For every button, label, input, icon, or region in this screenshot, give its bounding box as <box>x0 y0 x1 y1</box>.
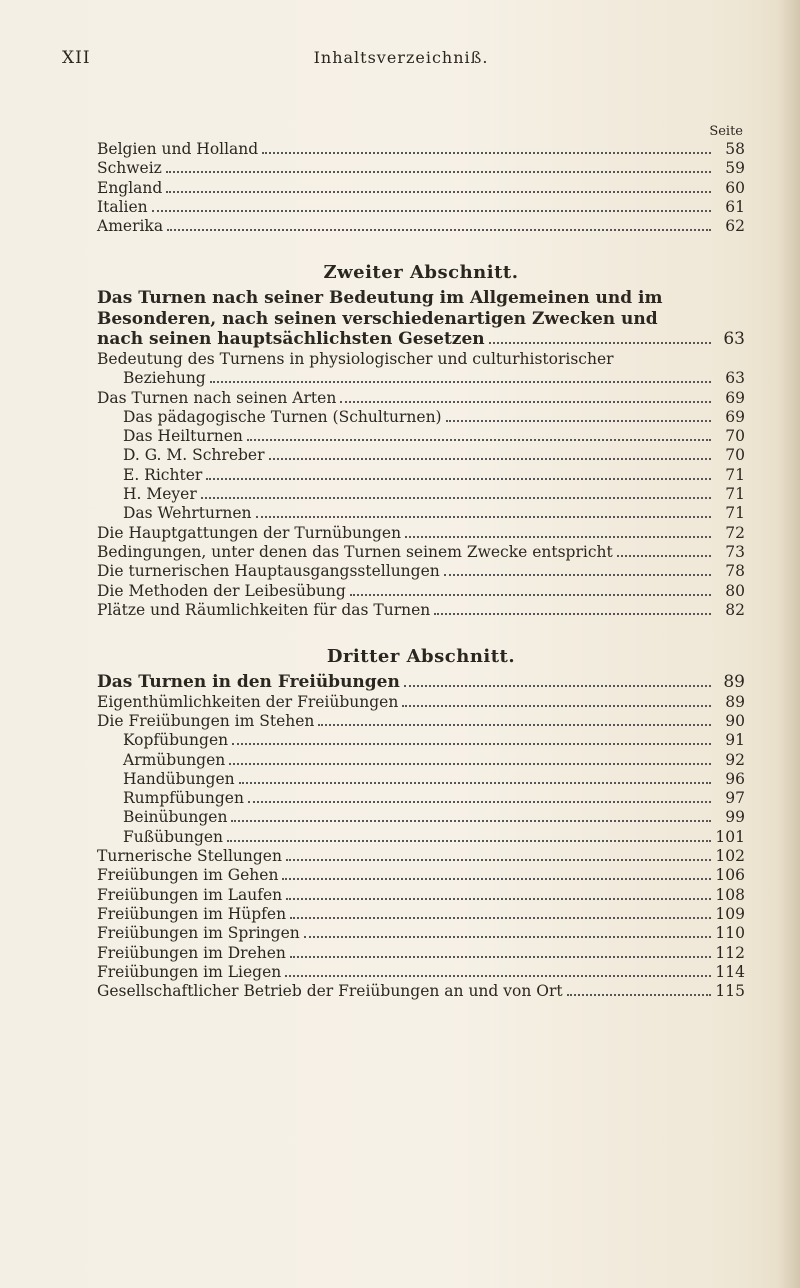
toc-entry-page: 101 <box>715 827 745 846</box>
toc-entry <box>97 982 745 1001</box>
dot-leader <box>201 497 711 499</box>
toc-entry-text: Belgien und Holland <box>97 140 259 158</box>
toc-entry <box>97 751 745 770</box>
toc-entry-page: 60 <box>725 178 745 197</box>
dot-leader <box>166 171 711 173</box>
toc-entry <box>97 828 745 847</box>
dot-leader <box>227 840 711 842</box>
toc-entry-text: Das Heilturnen <box>123 427 243 446</box>
toc-entry-text: Handübungen <box>123 769 235 788</box>
toc-entry-page: 71 <box>725 485 745 504</box>
toc-entry-page: 80 <box>725 581 745 600</box>
toc-entry <box>97 408 745 427</box>
toc-entry-text: Plätze und Räumlichkeiten für das Turnen <box>97 600 431 619</box>
section-heading-2: Zweiter Abschnitt. <box>323 262 519 284</box>
dot-leader <box>269 458 711 460</box>
toc-entry-text: Freiübungen im Hüpfen <box>97 904 287 923</box>
dot-leader <box>404 685 711 687</box>
toc-entry <box>97 905 745 924</box>
toc-entry <box>97 198 745 217</box>
dot-leader <box>256 516 711 518</box>
toc-entry-text: Turnerische Stellungen <box>97 847 282 866</box>
page-folio: XII <box>62 48 91 68</box>
toc-entry-page: 97 <box>725 789 745 808</box>
toc-entry <box>97 712 745 731</box>
toc-entry-page: 90 <box>725 711 745 730</box>
toc-entry-text: Bedeutung des Turnens in physiologischer und culturhistorischer <box>97 349 614 368</box>
toc-entry-text: E. Richter <box>123 465 203 484</box>
toc-entry <box>97 524 745 543</box>
toc-entry-page: 70 <box>725 427 745 446</box>
dot-leader <box>285 975 711 977</box>
dot-leader <box>239 782 711 784</box>
dot-leader <box>282 878 711 880</box>
toc-content <box>97 124 745 1001</box>
toc-group-countries <box>97 140 745 236</box>
toc-entry-page: 110 <box>715 924 745 943</box>
toc-entry-page: 96 <box>725 769 745 788</box>
toc-entry-text: Die Methoden der Leibesübung <box>97 581 346 600</box>
toc-entry <box>97 866 745 885</box>
toc-entry-text: Freiübungen im Gehen <box>97 866 279 885</box>
dot-leader <box>167 229 711 231</box>
running-title: Inhaltsverzeichniß. <box>313 48 489 67</box>
chapter-line: Besonderen, nach seinen verschiedenartigen Zwecken und <box>97 308 658 329</box>
toc-entry <box>97 582 745 601</box>
toc-entry-text: Freiübungen im Laufen <box>97 885 283 904</box>
toc-entry-text: Freiübungen im Drehen <box>97 943 286 962</box>
dot-leader <box>166 191 711 193</box>
dot-leader <box>444 574 711 576</box>
toc-entry-text: Bedingungen, unter denen das Turnen seinem Zwecke entspricht <box>97 542 613 561</box>
toc-entry-page: 109 <box>715 904 745 923</box>
dot-leader <box>229 763 711 765</box>
toc-entry-page: 69 <box>725 388 745 407</box>
chapter-title-3 <box>97 672 745 693</box>
toc-entry-text: Amerika <box>97 217 164 236</box>
toc-entry-text: Fußübungen <box>123 827 224 846</box>
toc-entry <box>97 562 745 581</box>
toc-entry <box>97 924 745 943</box>
dot-leader <box>304 936 711 938</box>
toc-entry-page: 102 <box>715 847 745 866</box>
dot-leader <box>262 152 711 154</box>
dot-leader <box>286 859 711 861</box>
toc-entry <box>97 693 745 712</box>
toc-entry <box>97 847 745 866</box>
toc-entry-page: 72 <box>725 523 745 542</box>
toc-entry-text: D. G. M. Schreber <box>123 446 265 465</box>
dot-leader <box>405 536 711 538</box>
dot-leader <box>617 555 711 557</box>
chapter-line: nach seinen hauptsächlichsten Gesetzen <box>97 329 485 350</box>
toc-entry-page: 82 <box>725 600 745 619</box>
toc-entry <box>97 427 745 446</box>
dot-leader <box>286 898 711 900</box>
toc-entry-page: 62 <box>725 217 745 236</box>
dot-leader <box>206 478 711 480</box>
toc-entry <box>97 963 745 982</box>
toc-entry-page: 71 <box>725 504 745 523</box>
toc-entry-page: 108 <box>715 885 745 904</box>
toc-entry <box>97 543 745 562</box>
toc-entry <box>97 485 745 504</box>
chapter-page-number: 89 <box>723 672 745 693</box>
toc-entry-page: 89 <box>725 692 745 711</box>
toc-entry <box>97 466 745 485</box>
toc-entry-text: Armübungen <box>123 750 226 769</box>
dot-leader <box>248 801 711 803</box>
toc-entry-page: 69 <box>725 407 745 426</box>
toc-entry-text: Rumpfübungen <box>123 789 244 808</box>
toc-entry-text: Das Turnen nach seinen Arten <box>97 388 337 407</box>
dot-leader <box>340 401 711 403</box>
toc-group-section-3 <box>97 693 745 1002</box>
toc-entry-text: Schweiz <box>97 159 162 178</box>
dot-leader <box>567 994 711 996</box>
dot-leader <box>152 210 711 212</box>
toc-entry <box>97 731 745 750</box>
toc-entry-page: 59 <box>725 159 745 178</box>
dot-leader <box>232 743 711 745</box>
dot-leader <box>290 956 711 958</box>
toc-entry-text: H. Meyer <box>123 485 197 504</box>
chapter-page-number: 63 <box>723 329 745 350</box>
toc-entry <box>97 389 745 408</box>
toc-entry <box>97 808 745 827</box>
dot-leader <box>434 613 711 615</box>
toc-entry-page: 91 <box>725 731 745 750</box>
chapter-title-2 <box>97 288 745 350</box>
dot-leader <box>446 420 711 422</box>
dot-leader <box>489 342 711 344</box>
toc-entry <box>97 886 745 905</box>
toc-entry <box>97 217 745 236</box>
toc-entry-text: Die Hauptgattungen der Turnübungen <box>97 523 402 542</box>
toc-entry <box>97 504 745 523</box>
toc-entry-page: 71 <box>725 465 745 484</box>
page-header <box>62 48 740 78</box>
dot-leader <box>231 820 711 822</box>
dot-leader <box>350 594 711 596</box>
toc-entry-page: 73 <box>725 542 745 561</box>
toc-entry-text: Beinübungen <box>123 808 228 827</box>
toc-entry-text: Das pädagogische Turnen (Schulturnen) <box>123 407 442 426</box>
page-edge-shadow <box>778 0 800 1288</box>
toc-entry-text: Italien <box>97 197 148 216</box>
toc-entry-text: England <box>97 178 163 197</box>
toc-entry-page: 58 <box>725 140 745 158</box>
toc-entry-page: 92 <box>725 750 745 769</box>
toc-entry-page: 115 <box>715 982 745 1001</box>
page-column-label: Seite <box>709 124 743 139</box>
toc-entry-page: 99 <box>725 808 745 827</box>
toc-entry <box>97 159 745 178</box>
toc-entry-text: Eigenthümlichkeiten der Freiübungen <box>97 692 399 711</box>
dot-leader <box>210 381 711 383</box>
toc-entry-text: Die turnerischen Hauptausgangsstellungen <box>97 562 440 581</box>
toc-entry <box>97 789 745 808</box>
chapter-line: Das Turnen in den Freiübungen <box>97 672 400 693</box>
toc-entry <box>97 140 745 159</box>
dot-leader <box>402 705 711 707</box>
dot-leader <box>290 917 711 919</box>
toc-entry-page: 63 <box>725 369 745 388</box>
section-heading-3: Dritter Abschnitt. <box>326 646 516 668</box>
dot-leader <box>247 439 711 441</box>
toc-entry <box>97 350 745 389</box>
toc-entry-page: 112 <box>715 943 745 962</box>
toc-entry <box>97 601 745 620</box>
toc-entry-text: Freiübungen im Liegen <box>97 962 282 981</box>
toc-entry-page: 106 <box>715 866 745 885</box>
chapter-line: Das Turnen nach seiner Bedeutung im Allgemeinen und im <box>97 288 663 309</box>
toc-entry-text: Die Freiübungen im Stehen <box>97 711 315 730</box>
toc-entry-page: 78 <box>725 562 745 581</box>
toc-entry <box>97 179 745 198</box>
toc-entry <box>97 770 745 789</box>
toc-entry-page: 70 <box>725 446 745 465</box>
toc-entry-text: Kopfübungen <box>123 731 229 750</box>
toc-entry-text: Gesellschaftlicher Betrieb der Freiübungen an und von Ort <box>97 982 563 1001</box>
toc-entry-text: Freiübungen im Springen <box>97 924 300 943</box>
toc-entry-text: Das Wehrturnen <box>123 504 252 523</box>
toc-entry-text: Beziehung <box>123 369 206 388</box>
toc-group-section-2 <box>97 389 745 621</box>
toc-entry <box>97 944 745 963</box>
toc-entry-page: 61 <box>725 197 745 216</box>
dot-leader <box>318 724 711 726</box>
toc-entry-page: 114 <box>715 962 745 981</box>
toc-entry <box>97 446 745 465</box>
